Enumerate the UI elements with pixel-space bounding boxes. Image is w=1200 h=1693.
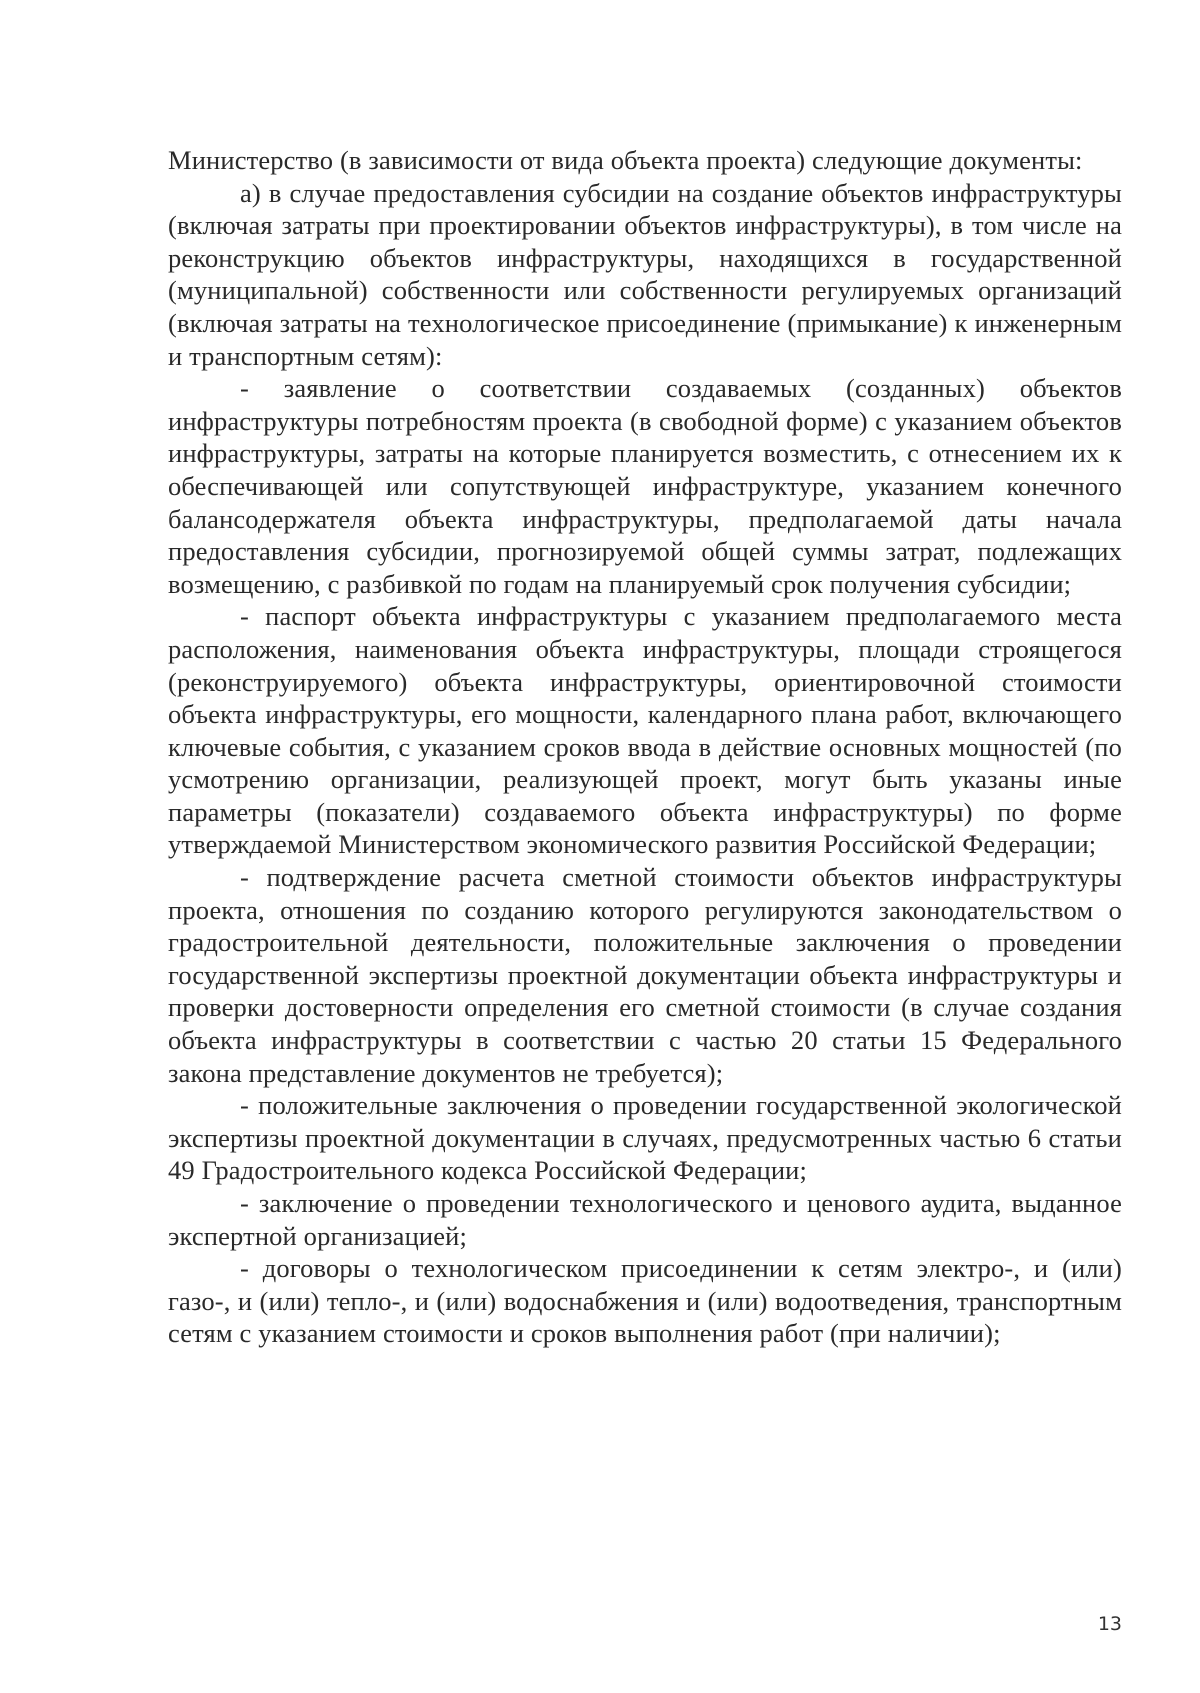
paragraph-connection-contracts: - договоры о технологическом присоединении к сетям электро-, и (или) газо-, и (или) тепло-, и (или) водоснабжения и (или) водоотведения, транспортным сетям с указанием стоимости и сроков выполнения работ (при наличии);	[168, 1253, 1122, 1349]
paragraph-audit-conclusion: - заключение о проведении технологического и ценового аудита, выданное экспертной организацией;	[168, 1188, 1122, 1251]
paragraph-item-a: а) в случае предоставления субсидии на создание объектов инфраструктуры (включая затраты при проектировании объектов инфраструктуры), в том числе на реконструкцию объектов инфраструктуры, находящихся в государственной (муниципальной) собственности или собственности регулируемых организаций (включая затраты на технологическое присоединение (примыкание) к инженерным и транспортным сетям):	[168, 177, 1122, 371]
paragraph-cost-confirmation: - подтверждение расчета сметной стоимости объектов инфраструктуры проекта, отношения по созданию которого регулируются законодательством о градостроительной деятельности, положительные заключения о проведении государственной экспертизы проектной документации объекта инфраструктуры и проверки достоверности определения его сметной стоимости (в случае создания объекта инфраструктуры в соответствии с частью 20 статьи 15 Федерального закона представление документов не требуется);	[168, 862, 1122, 1088]
paragraph-ecological-expertise: - положительные заключения о проведении государственной экологической экспертизы проектной документации в случаях, предусмотренных частью 6 статьи 49 Градостроительного кодекса Российской Федерации;	[168, 1090, 1122, 1186]
paragraph-infrastructure-passport: - паспорт объекта инфраструктуры с указанием предполагаемого места расположения, наименования объекта инфраструктуры, площади строящегося (реконструируемого) объекта инфраструктуры, ориентировочной стоимости объекта инфраструктуры, его мощности, календарного плана работ, включающего ключевые события, с указанием сроков ввода в действие основных мощностей (по усмотрению организации, реализующей проект, могут быть указаны иные параметры (показатели) создаваемого объекта инфраструктуры) по форме утверждаемой Министерством экономического развития Российской Федерации;	[168, 601, 1122, 860]
paragraph-intro: Министерство (в зависимости от вида объекта проекта) следующие документы:	[168, 145, 1083, 175]
page-number: 13	[1097, 1613, 1122, 1635]
document-body	[168, 144, 1122, 1350]
paragraph-statement-conformity: - заявление о соответствии создаваемых (созданных) объектов инфраструктуры потребностям проекта (в свободной форме) с указанием объектов инфраструктуры, затраты на которые планируется возместить, с отнесением их к обеспечивающей или сопутствующей инфраструктуре, указанием конечного балансодержателя объекта инфраструктуры, предполагаемой даты начала предоставления субсидии, прогнозируемой общей суммы затрат, подлежащих возмещению, с разбивкой по годам на планируемый срок получения субсидии;	[168, 373, 1122, 599]
